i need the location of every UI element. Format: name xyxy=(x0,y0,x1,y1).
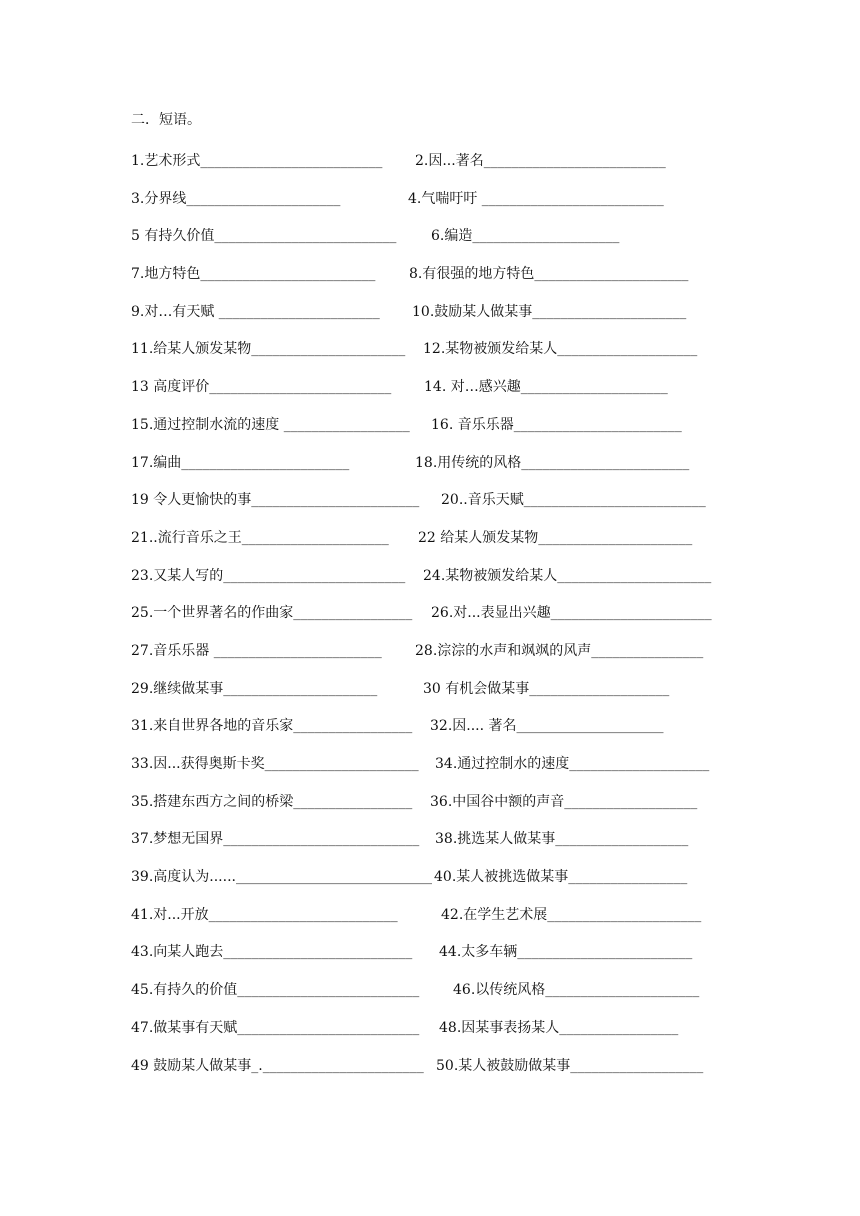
phrase-item: 39.高度认为......____________________________ xyxy=(131,869,432,886)
phrase-item: 8.有很强的地方特色______________________ xyxy=(409,266,689,283)
phrase-item: 29.继续做某事______________________ xyxy=(131,680,378,697)
phrase-item: 7.地方特色_________________________ xyxy=(131,266,376,283)
phrase-item: 9.对…有天赋 _______________________ xyxy=(131,303,380,320)
phrase-item: 41.对...开放___________________________ xyxy=(131,906,398,923)
section-title: 二．短语。 xyxy=(131,112,201,128)
phrase-item: 37.梦想无国界____________________________ xyxy=(131,831,420,848)
phrase-item: 20..音乐天赋__________________________ xyxy=(441,492,706,509)
phrase-item: 2.因...著名__________________________ xyxy=(415,153,666,169)
phrase-row xyxy=(131,641,771,679)
phrase-item: 33.因...获得奥斯卡奖______________________ xyxy=(131,756,419,772)
phrase-item: 40.某人被挑选做某事_________________ xyxy=(434,869,688,886)
phrase-row xyxy=(131,716,771,754)
phrase-item: 43.向某人跑去___________________________ xyxy=(131,944,413,961)
phrase-row xyxy=(131,603,771,641)
phrase-item: 6.编造_____________________ xyxy=(431,228,620,245)
phrase-item: 38.挑选某人做某事___________________ xyxy=(435,831,689,848)
phrase-row xyxy=(131,189,771,227)
phrase-item: 21..流行音乐之王_____________________ xyxy=(131,529,389,546)
phrase-row xyxy=(131,377,771,415)
phrase-item: 45.有持久的价值__________________________ xyxy=(131,982,420,999)
phrase-item: 18.用传统的风格________________________ xyxy=(415,454,690,471)
phrase-row xyxy=(131,566,771,604)
phrase-row xyxy=(131,226,771,264)
phrase-item: 24.某物被颁发给某人______________________ xyxy=(423,567,712,584)
phrase-item: 50.某人被鼓励做某事___________________ xyxy=(436,1057,704,1074)
phrase-row xyxy=(131,302,771,340)
phrase-item: 49 鼓励某人做某事_._______________________ xyxy=(131,1057,424,1074)
phrase-row xyxy=(131,339,771,377)
phrase-item: 17.编曲________________________ xyxy=(131,454,350,471)
phrase-item: 14. 对…感兴趣_____________________ xyxy=(424,379,668,396)
phrase-item: 15.通过控制水流的速度 __________________ xyxy=(131,416,410,433)
phrase-item: 28.淙淙的水声和飒飒的风声________________ xyxy=(415,642,704,659)
phrase-row xyxy=(131,905,771,943)
phrase-item: 4.气喘吁吁 __________________________ xyxy=(408,190,664,207)
phrase-row xyxy=(131,264,771,302)
phrase-item: 23.又某人写的__________________________ xyxy=(131,567,406,584)
phrase-item: 22 给某人颁发某物______________________ xyxy=(418,529,693,546)
phrase-item: 3.分界线______________________ xyxy=(131,190,341,207)
phrase-item: 10.鼓励某人做某事______________________ xyxy=(412,303,687,320)
phrase-row xyxy=(131,528,771,566)
phrase-row xyxy=(131,151,771,189)
phrase-item: 35.搭建东西方之间的桥梁_________________ xyxy=(131,793,413,810)
phrase-row xyxy=(131,980,771,1018)
phrase-item: 42.在学生艺术展______________________ xyxy=(441,906,702,923)
phrase-item: 26.对...表显出兴趣_______________________ xyxy=(431,605,712,622)
phrase-item: 34.通过控制水的速度____________________ xyxy=(435,756,710,772)
phrase-item: 25.一个世界著名的作曲家_________________ xyxy=(131,605,413,622)
phrase-item: 1.艺术形式__________________________ xyxy=(131,153,383,169)
phrase-item: 31.来自世界各地的音乐家_________________ xyxy=(131,718,413,735)
phrase-row xyxy=(131,1018,771,1056)
phrase-list xyxy=(131,151,771,1093)
phrase-row xyxy=(131,415,771,453)
phrase-item: 11.给某人颁发某物______________________ xyxy=(131,341,406,358)
phrase-item: 27.音乐乐器 ________________________ xyxy=(131,642,382,659)
phrase-item: 48.因某事表扬某人_________________ xyxy=(439,1019,679,1036)
phrase-item: 47.做某事有天赋__________________________ xyxy=(131,1019,420,1036)
phrase-row xyxy=(131,792,771,830)
phrase-row xyxy=(131,679,771,717)
phrase-row xyxy=(131,754,771,792)
phrase-item: 16. 音乐乐器________________________ xyxy=(431,416,682,433)
phrase-item: 12.某物被颁发给某人____________________ xyxy=(423,341,698,358)
phrase-item: 30 有机会做某事____________________ xyxy=(423,680,670,697)
phrase-row xyxy=(131,1056,771,1094)
phrase-row xyxy=(131,453,771,491)
phrase-item: 13 高度评价__________________________ xyxy=(131,379,392,396)
phrase-item: 46.以传统风格______________________ xyxy=(453,982,700,999)
phrase-item: 36.中国谷中额的声音___________________ xyxy=(430,793,698,810)
phrase-row xyxy=(131,829,771,867)
phrase-row xyxy=(131,942,771,980)
phrase-item: 32.因.... 著名_____________________ xyxy=(430,718,664,735)
phrase-item: 44.太多车辆_________________________ xyxy=(439,944,693,961)
phrase-row xyxy=(131,490,771,528)
phrase-item: 19 令人更愉快的事________________________ xyxy=(131,492,420,509)
phrase-row xyxy=(131,867,771,905)
phrase-item: 5 有持久价值__________________________ xyxy=(131,228,397,245)
